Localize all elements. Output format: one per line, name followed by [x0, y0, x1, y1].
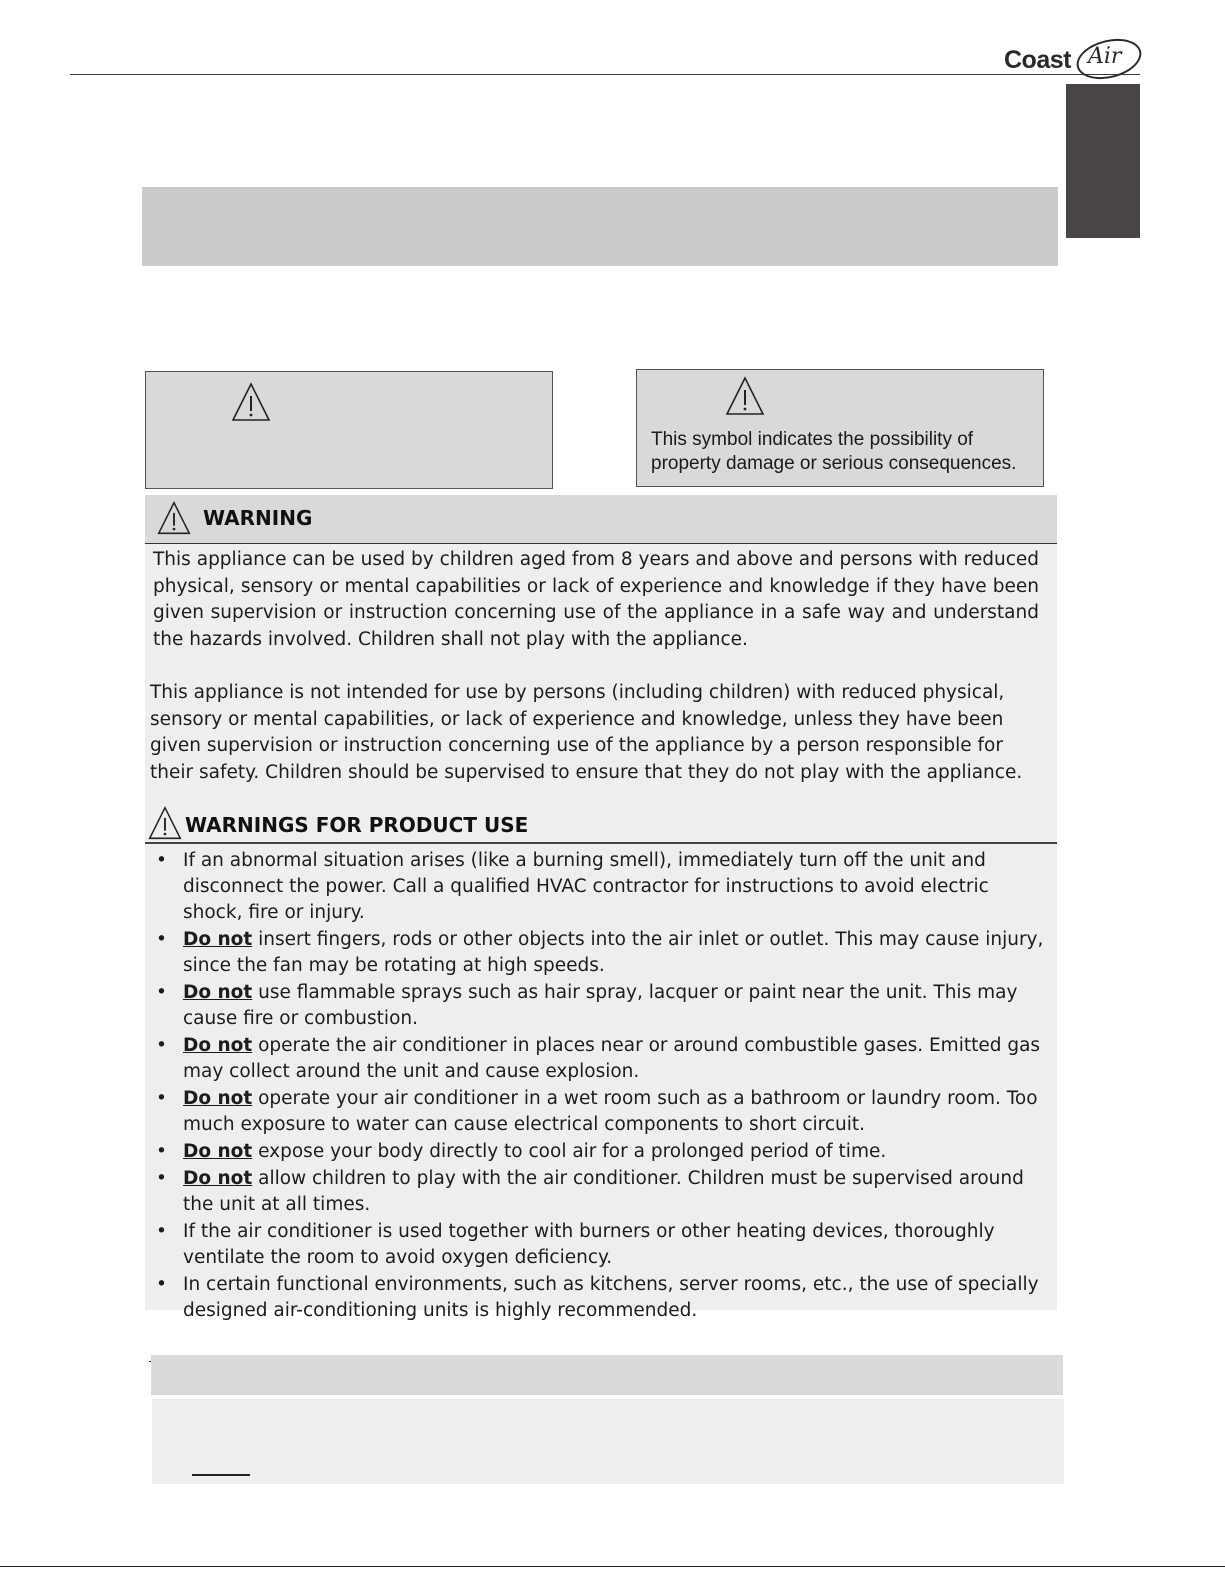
- caution-symbol-box: [636, 369, 1044, 487]
- product-use-list: [150, 848, 1045, 1325]
- bullet-icon: •: [156, 850, 167, 871]
- list-item: [150, 980, 1045, 1032]
- do-not-label: Do not: [183, 1168, 253, 1189]
- list-item-text: If an abnormal situation arises (like a burning smell), immediately turn off the unit and disconnect the power. Call a qualified HVAC contractor for instructions to avoid electric shock, fire or injury.: [183, 850, 989, 923]
- product-use-triangle-icon: [148, 806, 182, 840]
- list-item: [150, 1272, 1045, 1324]
- logo-script: Air: [1088, 44, 1122, 69]
- caution-description: [651, 428, 1016, 476]
- warning-paragraph-2: This appliance is not intended for use by persons (including children) with reduced physical, sensory or mental capabilities, or lack of experience and knowledge, unless they have been given supervision or instruction concerning use of the appliance by a person responsible for their safety. Children should be supervised to ensure that they do not play with the appliance.: [150, 682, 1023, 783]
- list-item: [150, 1139, 1045, 1165]
- do-not-label: Do not: [183, 1141, 253, 1162]
- header-rule: [70, 74, 1140, 75]
- warning-title: WARNING: [203, 506, 313, 530]
- bullet-icon: •: [156, 1221, 167, 1242]
- section-side-tab: [1066, 84, 1140, 238]
- caution-line-2: property damage or serious consequences.: [651, 453, 1017, 474]
- list-item-text: insert fingers, rods or other objects into the air inlet or outlet. This may cause injury, since the fan may be rotating at high speeds.: [183, 929, 1044, 976]
- bullet-icon: •: [156, 1035, 167, 1056]
- bullet-icon: •: [156, 1274, 167, 1295]
- list-item-text: use flammable sprays such as hair spray, lacquer or paint near the unit. This may cause fire or combustion.: [183, 982, 1018, 1029]
- do-not-label: Do not: [183, 1035, 253, 1056]
- list-item-text: operate the air conditioner in places near or around combustible gases. Emitted gas may collect around the unit and cause explosion.: [183, 1035, 1041, 1082]
- warning-triangle-icon: [157, 501, 191, 535]
- bullet-icon: •: [156, 1168, 167, 1189]
- do-not-label: Do not: [183, 929, 253, 950]
- underline-mark: [192, 1474, 250, 1476]
- footer-rule: [0, 1566, 1225, 1567]
- product-use-rule: [145, 842, 1057, 844]
- list-item: [150, 1086, 1045, 1138]
- do-not-label: Do not: [183, 982, 253, 1003]
- section-heading-band: [142, 187, 1058, 266]
- caution-triangle-icon: [725, 376, 765, 416]
- list-item-text: expose your body directly to cool air for a prolonged period of time.: [252, 1141, 887, 1162]
- product-use-title: WARNINGS FOR PRODUCT USE: [185, 813, 529, 837]
- caution-line-1: This symbol indicates the possibility of: [651, 429, 974, 450]
- warning-triangle-icon: [231, 382, 271, 422]
- warning-symbol-box: [145, 371, 553, 489]
- bullet-icon: •: [156, 982, 167, 1003]
- warning-header: [145, 495, 1057, 544]
- list-item-text: In certain functional environments, such as kitchens, server rooms, etc., the use of specially designed air-conditioning units is highly recommended.: [183, 1274, 1039, 1321]
- list-item-text: operate your air conditioner in a wet room such as a bathroom or laundry room. Too much exposure to water can cause electrical components to short circuit.: [183, 1088, 1038, 1135]
- do-not-label: Do not: [183, 1088, 253, 1109]
- warning-paragraph-1: This appliance can be used by children aged from 8 years and above and persons with reduced physical, sensory or mental capabilities or lack of experience and knowledge if they have been given supervision or instruction concerning use of the appliance in a safe way and understand the hazards involved. Children shall not play with the appliance.: [153, 549, 1039, 650]
- bullet-icon: •: [156, 929, 167, 950]
- list-item: [150, 927, 1045, 979]
- logo-wordmark: Coast: [1004, 46, 1071, 74]
- list-item: [150, 1033, 1045, 1085]
- list-item-text: If the air conditioner is used together with burners or other heating devices, thoroughly ventilate the room to avoid oxygen deficiency.: [183, 1221, 995, 1268]
- list-item-text: allow children to play with the air conditioner. Children must be supervised around the unit at all times.: [183, 1168, 1024, 1215]
- brand-logo: [1004, 40, 1144, 80]
- next-section-panel: [152, 1399, 1064, 1484]
- list-item: [150, 848, 1045, 926]
- next-section-band: [151, 1355, 1063, 1395]
- list-item: [150, 1219, 1045, 1271]
- list-item: [150, 1166, 1045, 1218]
- bullet-icon: •: [156, 1088, 167, 1109]
- bullet-icon: •: [156, 1141, 167, 1162]
